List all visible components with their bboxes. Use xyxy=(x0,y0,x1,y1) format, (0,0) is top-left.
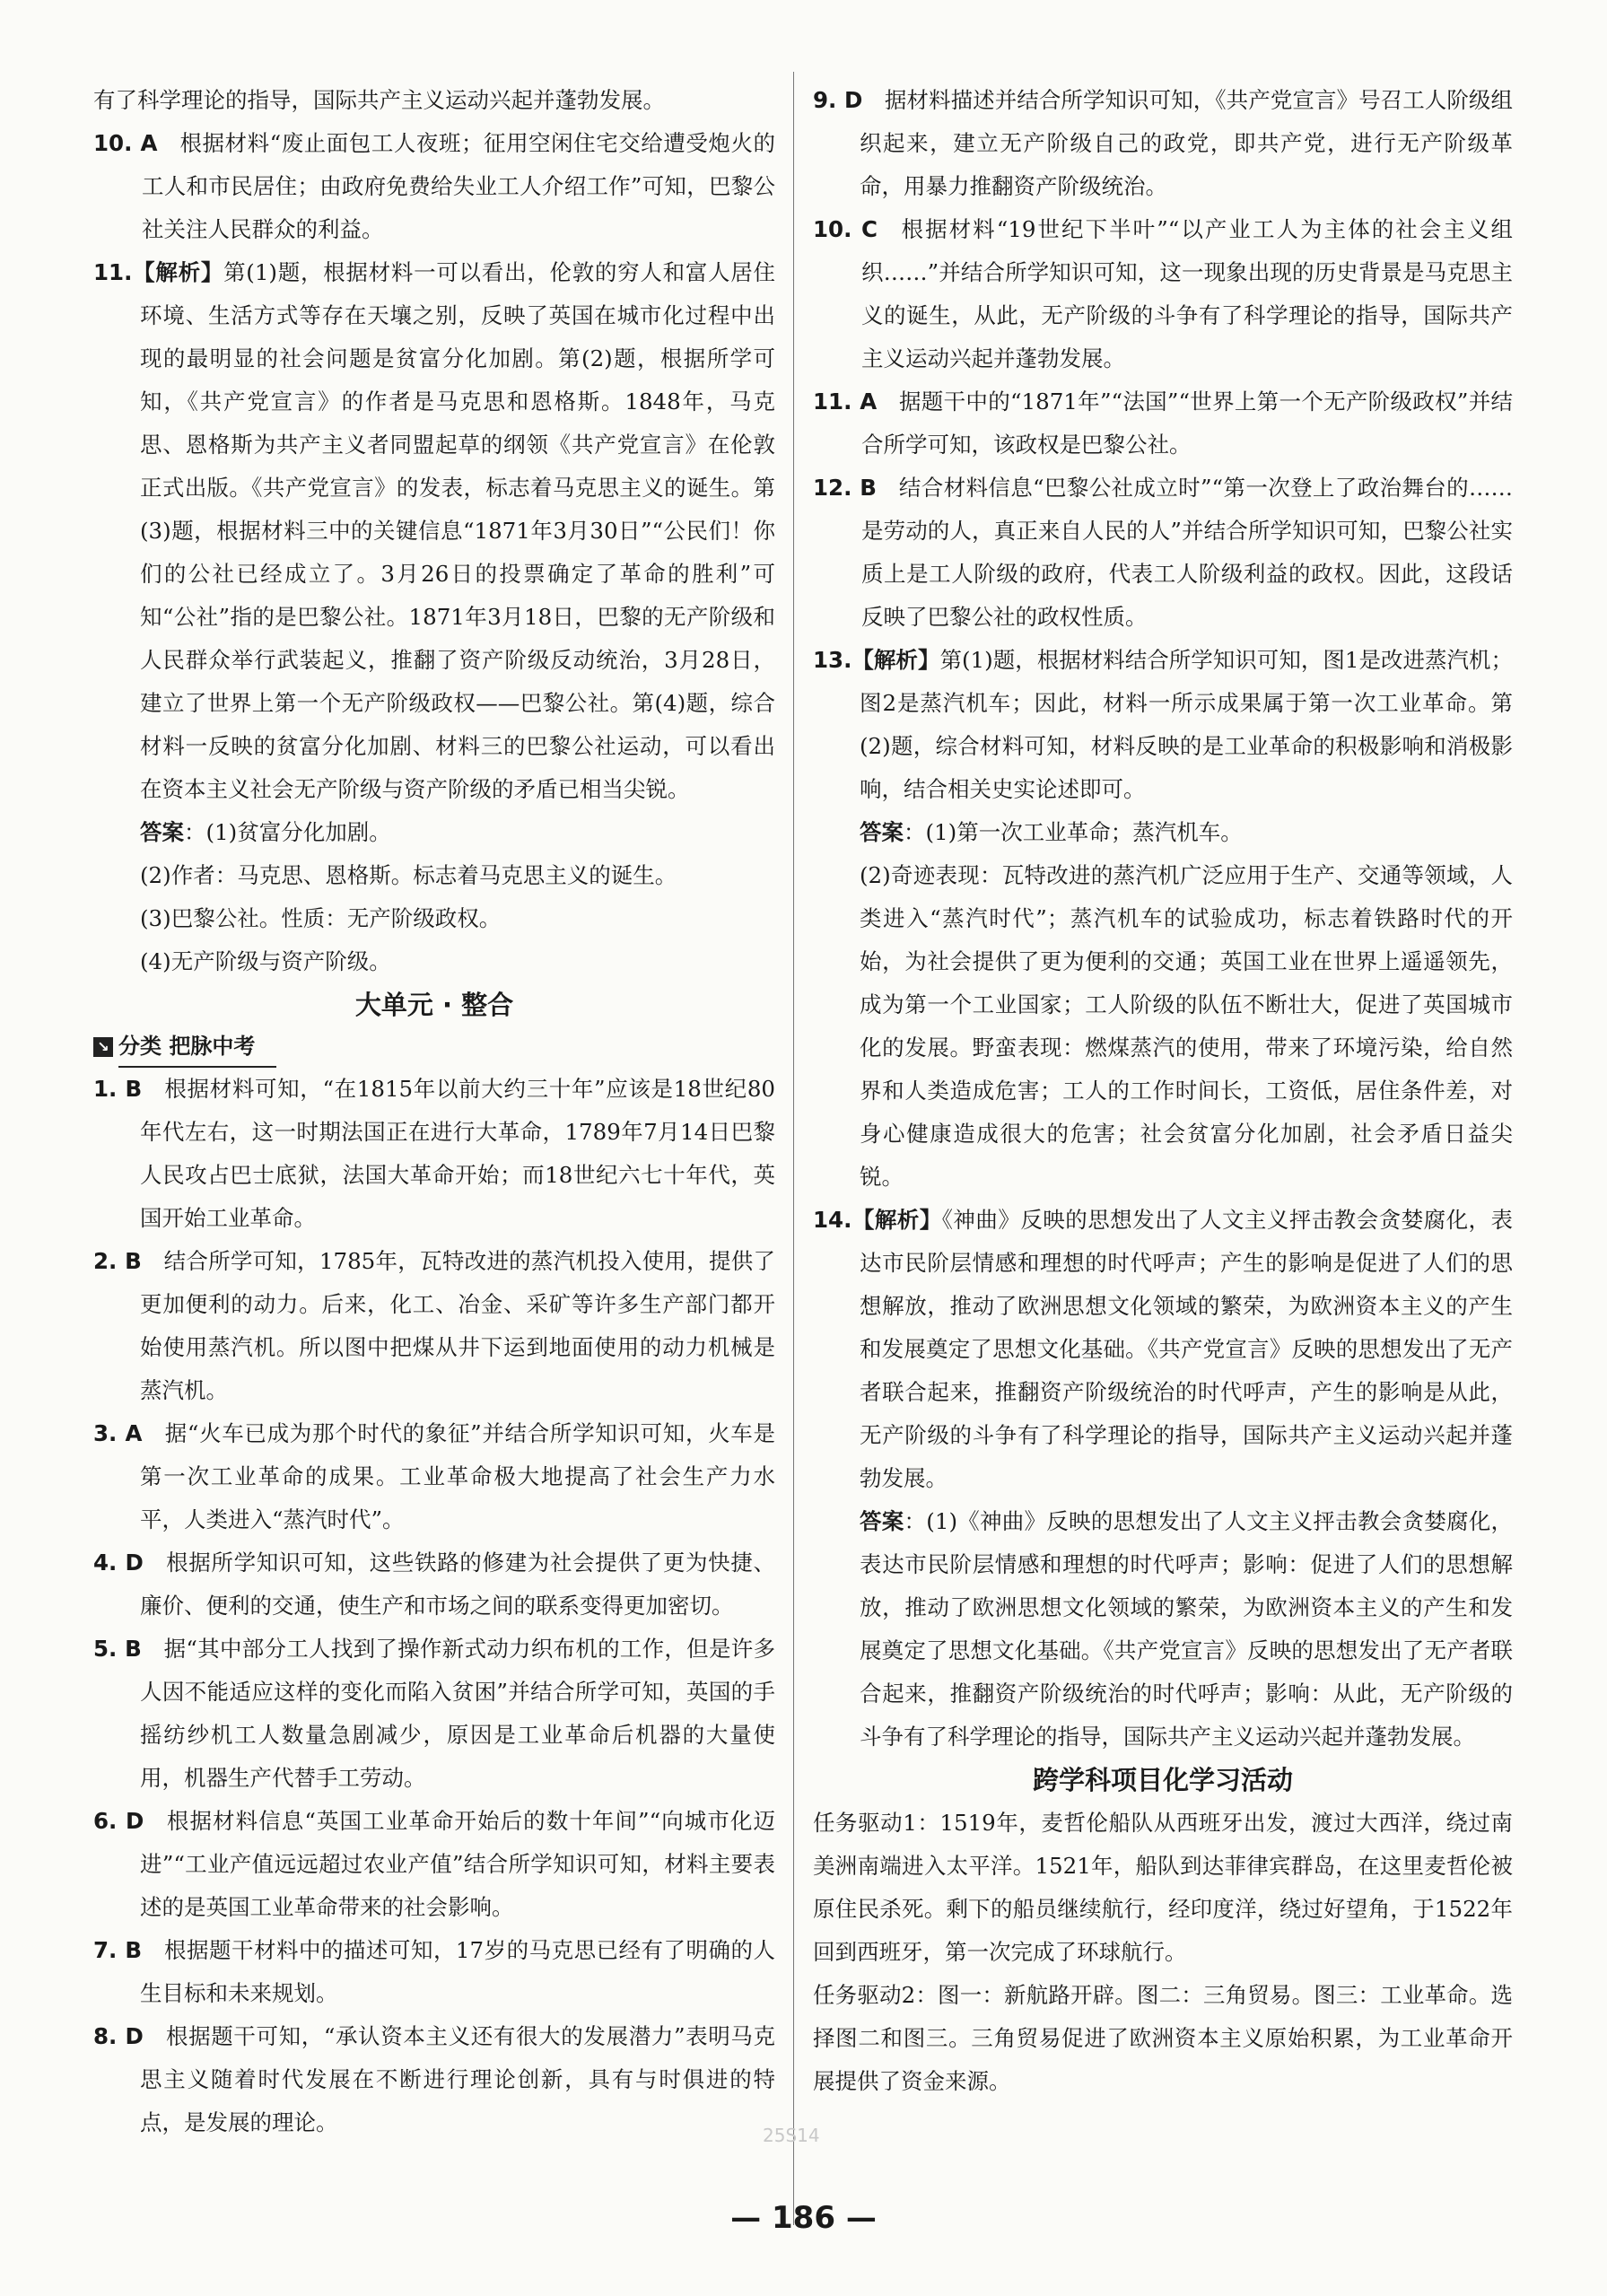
arrow-icon: ↘ xyxy=(93,1037,113,1057)
answer-item xyxy=(93,1068,775,1240)
answer-item xyxy=(93,2015,775,2144)
item-number: 9. D xyxy=(813,87,885,113)
paragraph: 有了科学理论的指导，国际共产主义运动兴起并蓬勃发展。 xyxy=(93,87,665,113)
item-text: 结合所学可知，1785年，瓦特改进的蒸汽机投入使用，提供了更加便利的动力。后来，化工、冶金、采矿等许多生产部门都开始使用蒸汽机。所以图中把煤从井下运到地面使用的动力机械是蒸汽机。 xyxy=(140,1248,775,1403)
item-text: 根据材料信息“英国工业革命开始后的数十年间”“向城市化迈进”“工业产值远远超过农业产值”结合所学知识可知，材料主要表述的是英国工业革命带来的社会影响。 xyxy=(140,1808,775,1920)
answer-tag: 答案 xyxy=(860,819,904,845)
item-text: 据“其中部分工人找到了操作新式动力织布机的工作，但是许多人因不能适应这样的变化而陷入贫困”并结合所学可知，英国的手摇纺纱机工人数量急剧减少，原因是工业革命后机器的大量使用，机器生产代替手工劳动。 xyxy=(140,1636,775,1791)
answer-item xyxy=(813,467,1513,639)
item-text: 第(1)题，根据材料一可以看出，伦敦的穷人和富人居住环境、生活方式等存在天壤之别，反映了英国在城市化过程中出现的最明显的社会问题是贫富分化加剧。第(2)题，根据所学可知，《共产党宣言》的作者是马克思和恩格斯。1848年，马克思、恩格斯为共产主义者同盟起草的纲领《共产党宣言》在伦敦正式出版。《共产党宣言》的发表，标志着马克思主义的诞生。第(3)题，根据材料三中的关键信息“1871年3月30日”“公民们！你们的公社已经成立了。3月26日的投票确定了革命的胜利”可知“公社”指的是巴黎公社。1871年3月18日，巴黎的无产阶级和人民群众举行武装起义，推翻了资产阶级反动统治，3月28日，建立了世界上第一个无产阶级政权——巴黎公社。第(4)题，综合材料一反映的贫富分化加剧、材料三的巴黎公社运动，可以看出在资本主义社会无产阶级与资产阶级的矛盾已相当尖锐。 xyxy=(140,259,776,802)
answer-line xyxy=(813,811,1513,854)
answer-tag: 答案 xyxy=(140,819,184,845)
item-number: 2. B xyxy=(93,1248,164,1274)
item-number: 6. D xyxy=(93,1808,166,1834)
item-number: 7. B xyxy=(93,1937,164,1963)
item-text: 据“火车已成为那个时代的象征”并结合所学知识可知，火车是第一次工业革命的成果。工业革命极大地提高了社会生产力水平，人类进入“蒸汽时代”。 xyxy=(140,1420,775,1532)
item-number: 1. B xyxy=(93,1076,164,1102)
answer-line: (3)巴黎公社。性质：无产阶级政权。 xyxy=(140,905,502,931)
answer-line: (2)奇迹表现：瓦特改进的蒸汽机广泛应用于生产、交通等领域，人类进入“蒸汽时代”；蒸汽机车的试验成功，标志着铁路时代的开始，为社会提供了更为便利的交通；英国工业在世界上遥遥领先，成为第一个工业国家；工人阶级的队伍不断壮大，促进了英国城市化的发展。野蛮表现：燃煤蒸汽的使用，带来了环境污染，给自然界和人类造成危害；工人的工作时间长，工资低，居住条件差，对身心健康造成很大的危害；社会贫富分化加剧，社会矛盾日益尖锐。 xyxy=(860,862,1513,1190)
answer-item xyxy=(813,208,1513,380)
item-text: 结合材料信息“巴黎公社成立时”“第一次登上了政治舞台的……是劳动的人，真正来自人民的人”并结合所学知识可知，巴黎公社实质上是工人阶级的政府，代表工人阶级利益的政权。因此，这段话反映了巴黎公社的政权性质。 xyxy=(861,475,1514,630)
answer-item xyxy=(93,1628,775,1800)
answer-item xyxy=(813,380,1513,467)
answer-item xyxy=(93,1800,775,1929)
right-column xyxy=(813,79,1513,2103)
item-text: 《神曲》反映的思想发出了人文主义抨击教会贪婪腐化，表达市民阶层情感和理想的时代呼声；产生的影响是促进了人们的思想解放，推动了欧洲思想文化领域的繁荣，为欧洲资本主义的产生和发展奠定了思想文化基础。《共产党宣言》反映的思想发出了无产者联合起来，推翻资产阶级统治的时代呼声，产生的影响是从此，无产阶级的斗争有了科学理论的指导，国际共产主义运动兴起并蓬勃发展。 xyxy=(860,1207,1514,1491)
section-subheading xyxy=(93,1026,775,1068)
analysis-tag: 【解析】 xyxy=(852,647,940,673)
item-text: 根据题干可知，“承认资本主义还有很大的发展潜力”表明马克思主义随着时代发展在不断进行理论创新，具有与时俱进的特点，是发展的理论。 xyxy=(140,2023,775,2135)
item-number: 10. C xyxy=(813,216,900,242)
item-text: 根据材料“19世纪下半叶”“以产业工人为主体的社会主义组织……”并结合所学知识可知，这一现象出现的历史背景是马克思主义的诞生，从此，无产阶级的斗争有了科学理论的指导，国际共产主义运动兴起并蓬勃发展。 xyxy=(861,216,1513,371)
subheading-label: 分类 把脉中考 xyxy=(118,1026,276,1068)
left-column xyxy=(93,79,775,2144)
answer-text: ：(1)《神曲》反映的思想发出了人文主义抨击教会贪婪腐化，表达市民阶层情感和理想的时代呼声；影响：促进了人们的思想解放，推动了欧洲思想文化领域的繁荣，为欧洲资本主义的产生和发展奠定了思想文化基础。《共产党宣言》反映的思想发出了无产者联合起来，推翻资产阶级统治的时代呼声；影响：从此，无产阶级的斗争有了科学理论的指导，国际共产主义运动兴起并蓬勃发展。 xyxy=(860,1508,1514,1750)
answer-item xyxy=(93,1412,775,1541)
item-number: 3. A xyxy=(93,1420,165,1446)
answer-item xyxy=(813,639,1513,811)
answer-item xyxy=(813,79,1513,208)
page-number: — 186 — xyxy=(730,2200,877,2236)
answer-line xyxy=(813,1500,1513,1759)
item-number: 12. B xyxy=(813,475,899,501)
item-number: 4. D xyxy=(93,1550,166,1576)
answer-item xyxy=(813,1199,1513,1500)
answer-line xyxy=(93,811,775,854)
answer-item xyxy=(93,1541,775,1628)
analysis-tag: 【解析】 xyxy=(132,259,224,285)
item-number: 11. A xyxy=(813,388,899,415)
answer-text: ：(1)第一次工业革命；蒸汽机车。 xyxy=(904,819,1243,845)
item-text: 据题干中的“1871年”“法国”“世界上第一个无产阶级政权”并结合所学可知，该政权是巴黎公社。 xyxy=(861,388,1513,458)
column-divider xyxy=(793,72,794,2225)
item-text: 根据题干材料中的描述可知，17岁的马克思已经有了明确的人生目标和未来规划。 xyxy=(140,1937,775,2006)
item-number: 14. xyxy=(813,1207,852,1233)
paragraph: 任务驱动1：1519年，麦哲伦船队从西班牙出发，渡过大西洋，绕过南美洲南端进入太平洋。1521年，船队到达菲律宾群岛，在这里麦哲伦被原住民杀死。剩下的船员继续航行，经印度洋，绕过好望角，于1522年回到西班牙，第一次完成了环球航行。 xyxy=(813,1810,1513,1965)
paragraph: 任务驱动2：图一：新航路开辟。图二：三角贸易。图三：工业革命。选择图二和图三。三角贸易促进了欧洲资本主义原始积累，为工业革命开展提供了资金来源。 xyxy=(813,1982,1513,2094)
answer-item xyxy=(93,122,775,251)
answer-item xyxy=(93,1929,775,2015)
section-title: 大单元 · 整合 xyxy=(354,990,514,1020)
answer-line: (4)无产阶级与资产阶级。 xyxy=(140,948,391,974)
answer-line: (2)作者：马克思、恩格斯。标志着马克思主义的诞生。 xyxy=(140,862,677,888)
item-text: 根据材料可知，“在1815年以前大约三十年”应该是18世纪80年代左右，这一时期法国正在进行大革命，1789年7月14日巴黎人民攻占巴士底狱，法国大革命开始；而18世纪六七十年代，英国开始工业革命。 xyxy=(140,1076,776,1231)
item-text: 据材料描述并结合所学知识可知，《共产党宣言》号召工人阶级组织起来，建立无产阶级自己的政党，即共产党，进行无产阶级革命，用暴力推翻资产阶级统治。 xyxy=(860,87,1513,199)
item-text: 根据材料“废止面包工人夜班；征用空闲住宅交给遭受炮火的工人和市民居住；由政府免费给失业工人介绍工作”可知，巴黎公社关注人民群众的利益。 xyxy=(142,130,775,242)
item-number: 8. D xyxy=(93,2023,166,2049)
answer-text: ：(1)贫富分化加剧。 xyxy=(184,819,391,845)
analysis-tag: 【解析】 xyxy=(852,1207,942,1233)
answer-tag: 答案 xyxy=(860,1508,904,1534)
item-number: 13. xyxy=(813,647,852,673)
watermark: 25S14 xyxy=(763,2125,820,2146)
section-title: 跨学科项目化学习活动 xyxy=(1032,1765,1293,1795)
item-number: 11. xyxy=(93,259,133,285)
item-text: 第(1)题，根据材料结合所学知识可知，图1是改进蒸汽机；图2是蒸汽机车；因此，材料一所示成果属于第一次工业革命。第(2)题，综合材料可知，材料反映的是工业革命的积极影响和消极影响，结合相关史实论述即可。 xyxy=(860,647,1514,802)
answer-item xyxy=(93,251,775,811)
item-text: 根据所学知识可知，这些铁路的修建为社会提供了更为快捷、廉价、便利的交通，使生产和市场之间的联系变得更加密切。 xyxy=(140,1550,775,1619)
item-number: 10. A xyxy=(93,130,179,156)
answer-item xyxy=(93,1240,775,1412)
item-number: 5. B xyxy=(93,1636,164,1662)
